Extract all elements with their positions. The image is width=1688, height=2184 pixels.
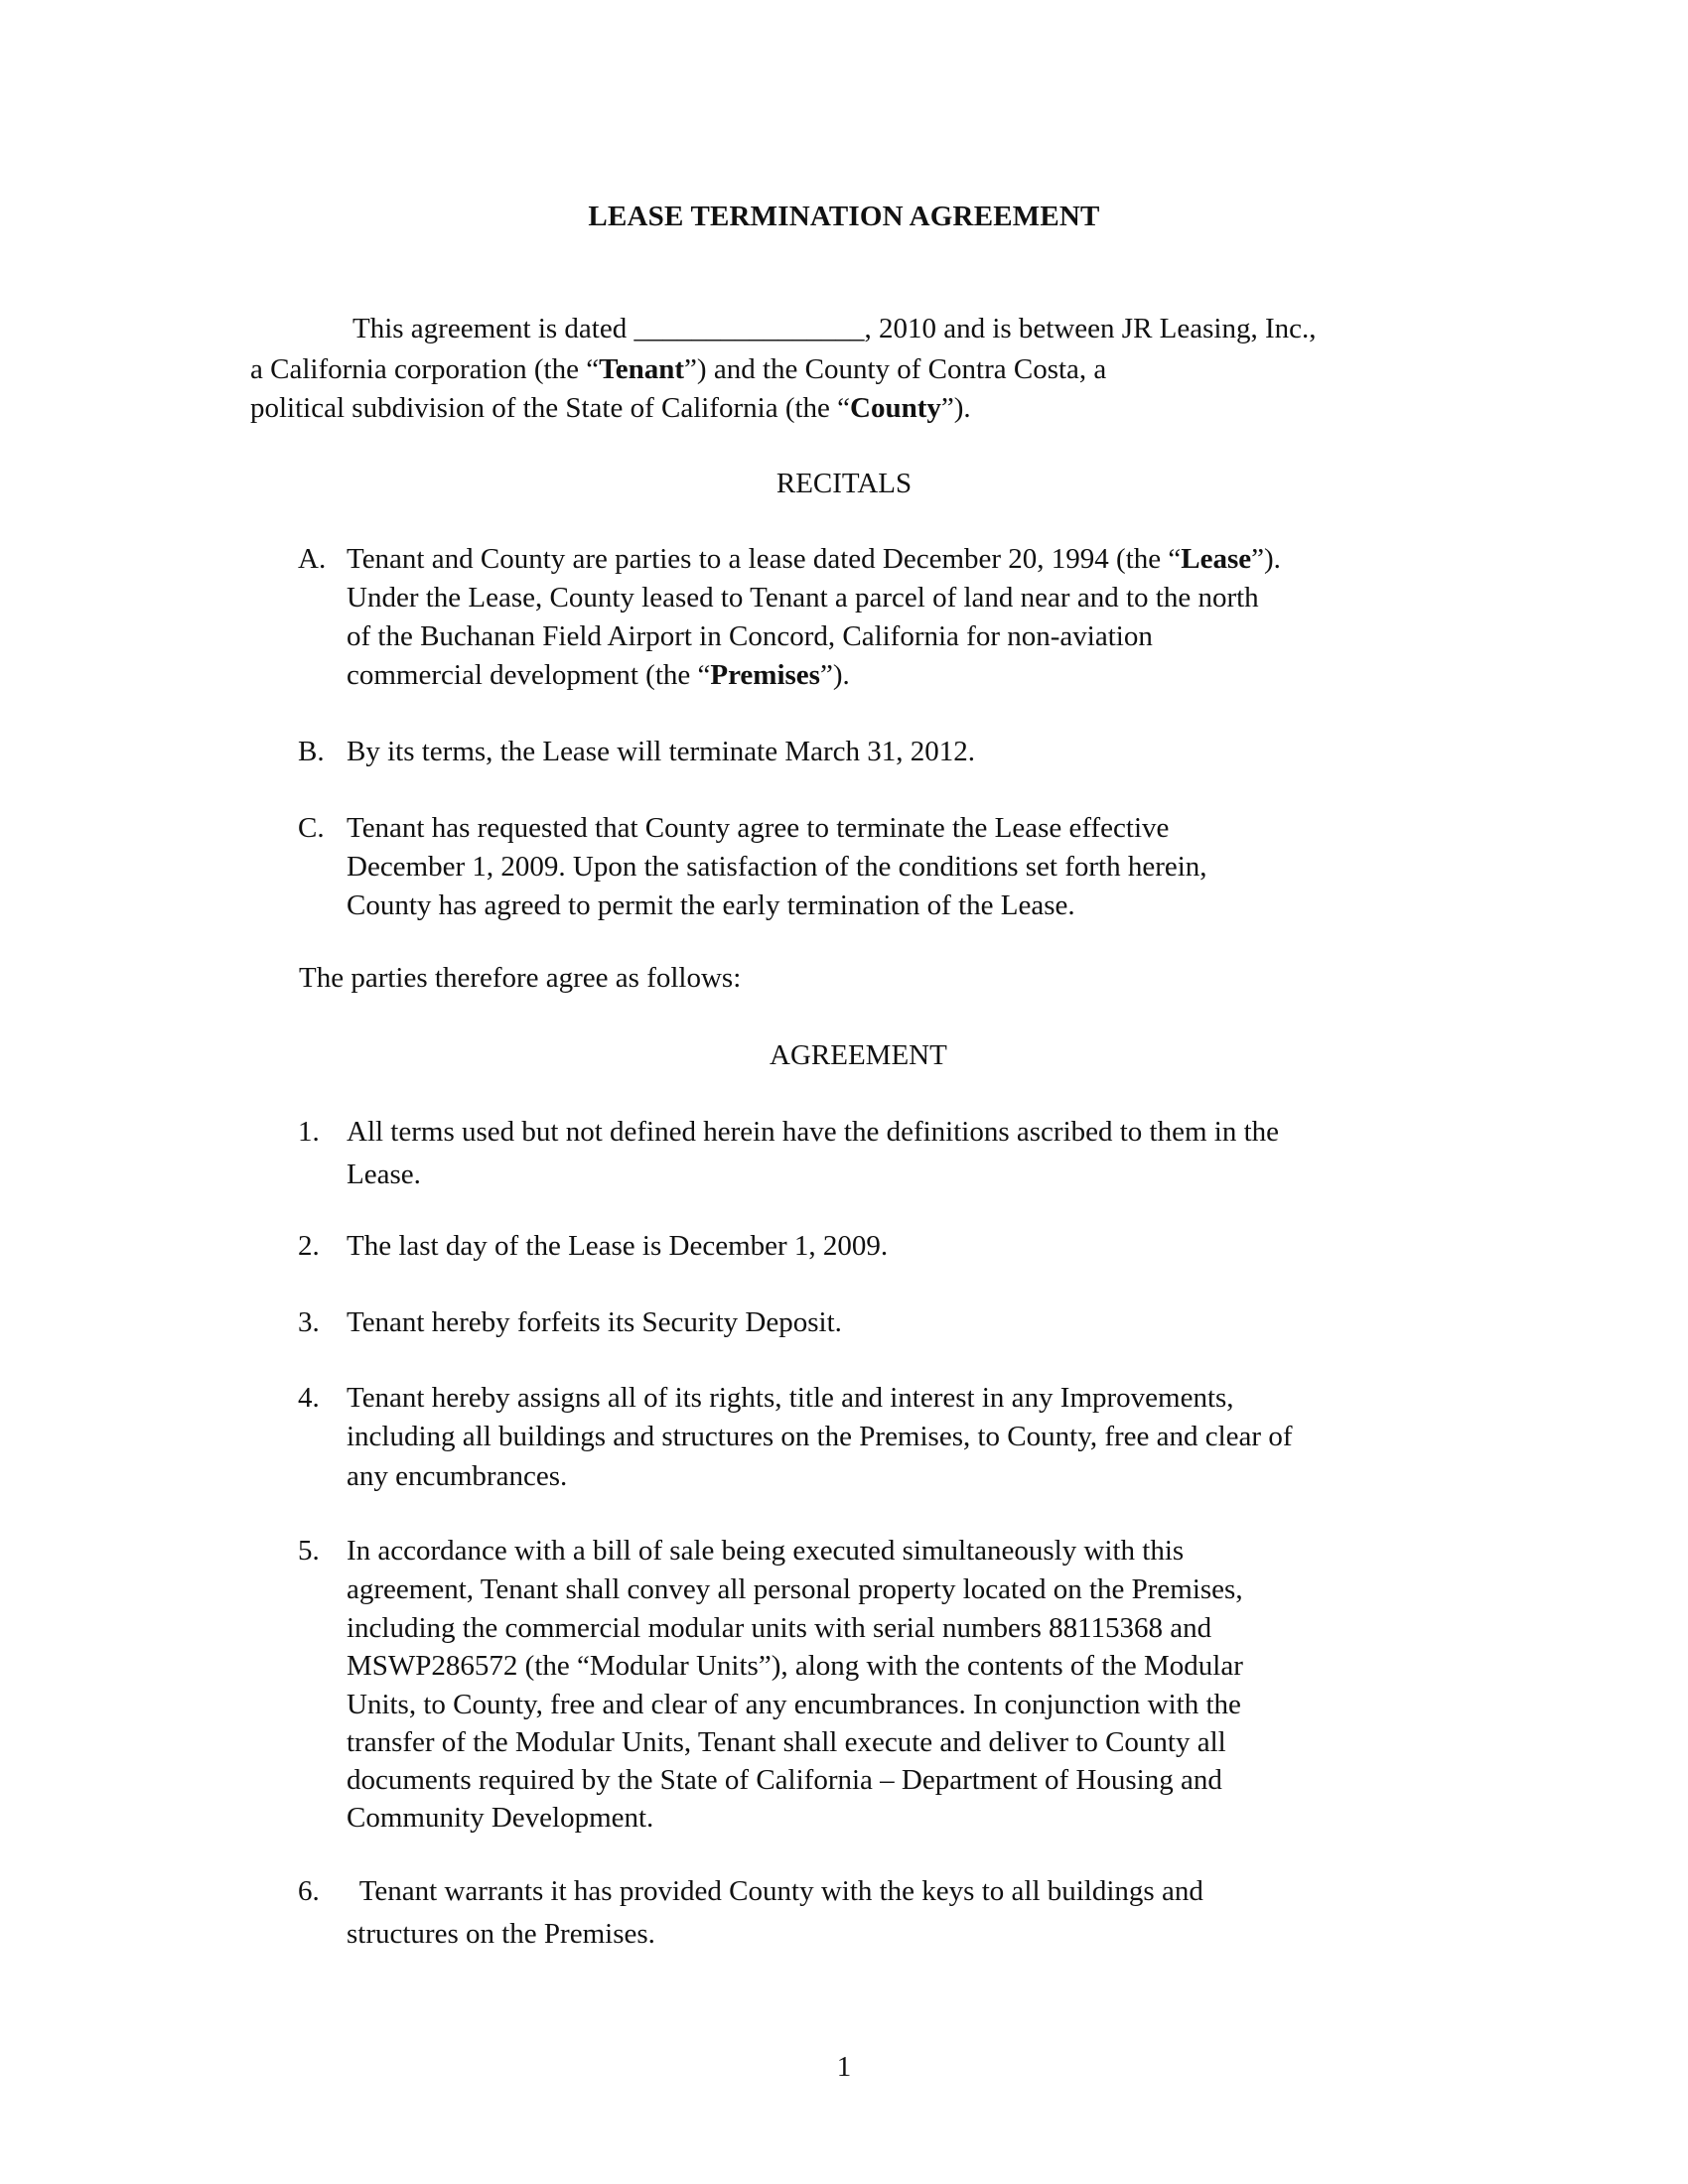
recital-a-line-3: of the Buchanan Field Airport in Concord, California for non-aviation	[347, 620, 1153, 652]
item-number: 6.	[298, 1875, 320, 1907]
item-number: 5.	[298, 1535, 320, 1567]
item-5-line-7: documents required by the State of California – Department of Housing and	[347, 1764, 1222, 1796]
agreement-heading: AGREEMENT	[770, 1039, 947, 1071]
item-1-line-1: All terms used but not defined herein have the definitions ascribed to them in the	[347, 1116, 1280, 1148]
item-1-line-2: Lease.	[347, 1159, 421, 1190]
item-number: 4.	[298, 1382, 320, 1414]
item-5-line-3: including the commercial modular units with serial numbers 88115368 and	[347, 1612, 1212, 1644]
recital-a-line-2: Under the Lease, County leased to Tenant a parcel of land near and to the north	[347, 582, 1259, 614]
item-5-line-6: transfer of the Modular Units, Tenant shall execute and deliver to County all	[347, 1726, 1226, 1758]
recital-label: B.	[298, 736, 325, 767]
item-5-line-2: agreement, Tenant shall convey all personal property located on the Premises,	[347, 1573, 1243, 1605]
text: political subdivision of the State of California (the “	[250, 392, 851, 424]
text: a California corporation (the “	[250, 353, 600, 385]
item-number: 3.	[298, 1306, 320, 1338]
recital-c-line-1: Tenant has requested that County agree to terminate the Lease effective	[347, 812, 1170, 844]
recital-b-line-1: By its terms, the Lease will terminate March 31, 2012.	[347, 736, 976, 767]
defined-term-tenant: Tenant	[599, 353, 685, 385]
recital-label: C.	[298, 812, 325, 844]
item-5-line-5: Units, to County, free and clear of any encumbrances. In conjunction with the	[347, 1689, 1241, 1720]
item-4-line-1: Tenant hereby assigns all of its rights, title and interest in any Improvements,	[347, 1382, 1234, 1414]
item-5-line-8: Community Development.	[347, 1802, 654, 1834]
text: ”).	[940, 392, 971, 424]
document-title: LEASE TERMINATION AGREEMENT	[588, 201, 1100, 232]
text: commercial development (the “	[347, 659, 711, 691]
item-number: 2.	[298, 1230, 320, 1262]
recital-label: A.	[298, 543, 327, 575]
recital-c-line-2: December 1, 2009. Upon the satisfaction of the conditions set forth herein,	[347, 851, 1207, 883]
intro-line-3	[250, 388, 971, 428]
defined-term-lease: Lease	[1181, 543, 1252, 575]
text: Tenant and County are parties to a lease dated December 20, 1994 (the “	[347, 543, 1182, 575]
item-5-line-1: In accordance with a bill of sale being executed simultaneously with this	[347, 1535, 1185, 1567]
recital-a-line-4	[347, 655, 850, 695]
intro-line-1: This agreement is dated ________________, 2010 and is between JR Leasing, Inc.,	[352, 313, 1317, 344]
item-2-line-1: The last day of the Lease is December 1, 2009.	[347, 1230, 889, 1262]
recital-a-line-1	[347, 539, 1281, 579]
text: ”).	[819, 659, 850, 691]
defined-term-county: County	[850, 392, 941, 424]
recitals-heading: RECITALS	[775, 468, 913, 499]
defined-term-premises: Premises	[710, 659, 820, 691]
item-4-line-2: including all buildings and structures on the Premises, to County, free and clear of	[347, 1421, 1293, 1452]
item-6-line-1: Tenant warrants it has provided County with the keys to all buildings and	[352, 1875, 1203, 1907]
recital-c-line-3: County has agreed to permit the early termination of the Lease.	[347, 889, 1075, 921]
item-6-line-2: structures on the Premises.	[347, 1918, 655, 1950]
intro-line-2	[250, 349, 1106, 389]
item-number: 1.	[298, 1116, 320, 1148]
text: ”) and the County of Contra Costa, a	[684, 353, 1107, 385]
text: ”).	[1251, 543, 1281, 575]
item-3-line-1: Tenant hereby forfeits its Security Deposit.	[347, 1306, 842, 1338]
item-4-line-3: any encumbrances.	[347, 1460, 568, 1492]
item-5-line-4: MSWP286572 (the “Modular Units”), along with the contents of the Modular	[347, 1650, 1243, 1682]
page-number: 1	[836, 2051, 852, 2083]
transition-sentence: The parties therefore agree as follows:	[299, 962, 742, 994]
